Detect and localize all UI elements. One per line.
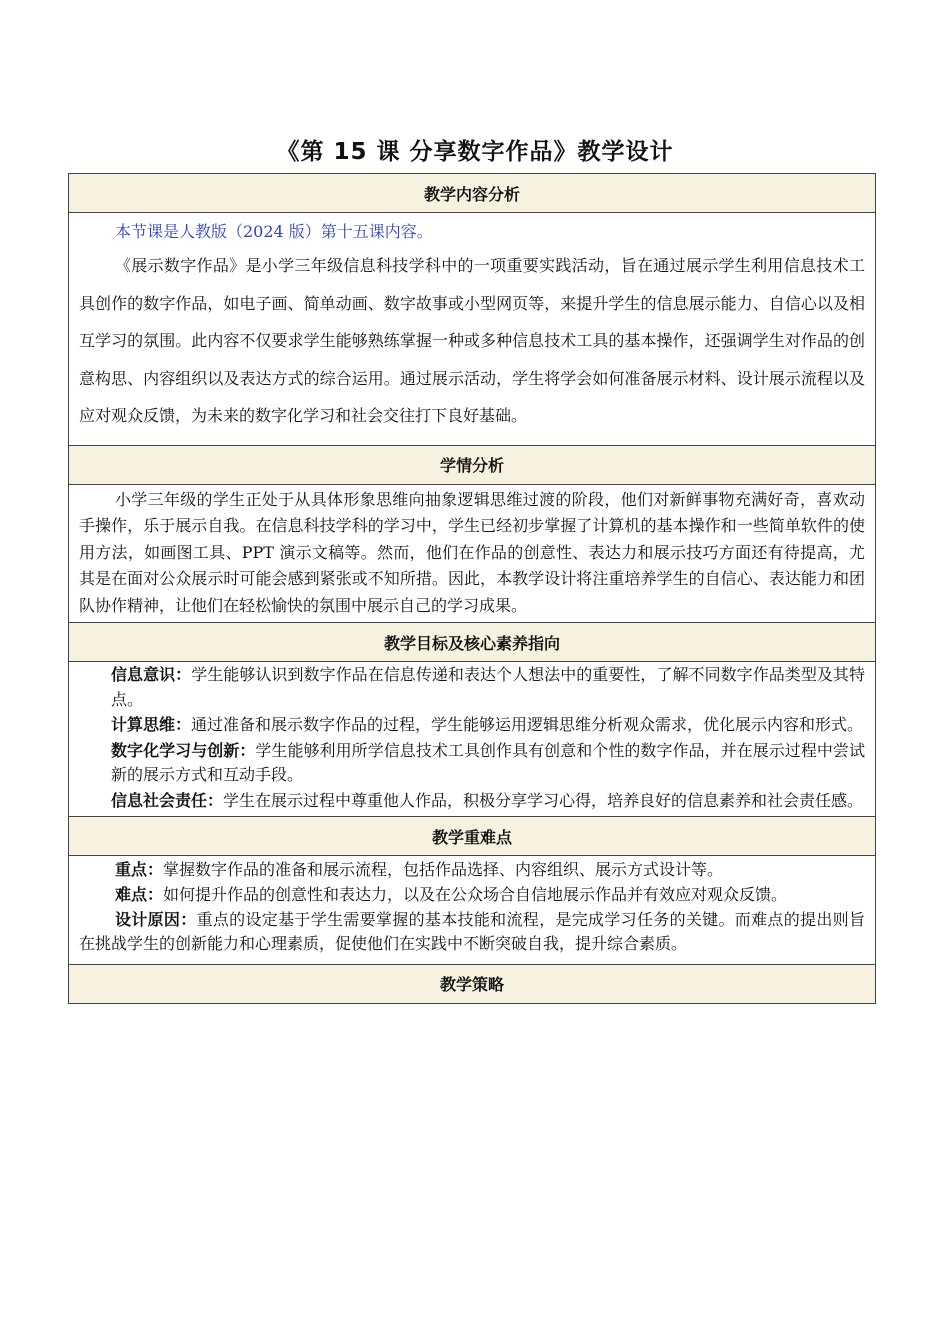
section-body-objectives <box>69 662 876 817</box>
key-point-label: 重点： <box>115 860 164 880</box>
key-point-item <box>79 908 865 957</box>
objective-item <box>111 663 865 712</box>
key-point-label: 难点： <box>115 885 164 905</box>
objective-item <box>111 713 865 738</box>
section-heading-key-points: 教学重难点 <box>69 817 876 856</box>
objective-item <box>111 739 865 788</box>
section-body-learner-analysis <box>69 484 876 623</box>
key-point-text: 如何提升作品的创意性和表达力，以及在公众场合自信地展示作品并有效应对观众反馈。 <box>163 885 788 905</box>
key-point-item <box>79 883 865 908</box>
section-heading-content-analysis: 教学内容分析 <box>69 174 876 213</box>
objective-text: 学生能够利用所学信息技术工具创作具有创意和个性的数字作品，并在展示过程中尝试新的展示方式和互动手段。 <box>111 740 865 785</box>
key-point-label: 设计原因： <box>115 909 197 929</box>
source-note: 本节课是人教版（2024 版）第十五课内容。 <box>115 222 433 241</box>
objective-text: 学生在展示过程中尊重他人作品，积极分享学习心得，培养良好的信息素养和社会责任感。 <box>223 790 864 810</box>
key-point-text: 掌握数字作品的准备和展示流程，包括作品选择、内容组织、展示方式设计等。 <box>163 860 724 880</box>
objective-item <box>111 789 865 814</box>
objective-label: 信息社会责任： <box>111 790 224 810</box>
section-body-key-points <box>69 856 876 964</box>
objective-label: 数字化学习与创新： <box>111 740 256 760</box>
learner-analysis-paragraph: 小学三年级的学生正处于从具体形象思维向抽象逻辑思维过渡的阶段，他们对新鲜事物充满好奇，喜欢动手操作，乐于展示自我。在信息科技学科的学习中，学生已经初步掌握了计算机的基本操作和一些简单软件的使用方法，如画图工具、PPT 演示文稿等。然而，他们在作品的创意性、表达力和展示技巧方面还有待提高，尤其是在面对公众展示时可能会感到紧张或不知所措。因此，本教学设计将注重培养学生的自信心、表达能力和团队协作精神，让他们在轻松愉快的氛围中展示自己的学习成果。 <box>79 489 865 615</box>
lesson-design-table <box>68 173 876 1004</box>
content-analysis-paragraph: 《展示数字作品》是小学三年级信息科技学科中的一项重要实践活动，旨在通过展示学生利用信息技术工具创作的数字作品，如电子画、简单动画、数字故事或小型网页等，来提升学生的信息展示能力、自信心以及相互学习的氛围。此内容不仅要求学生能够熟练掌握一种或多种信息技术工具的基本操作，还强调学生对作品的创意构思、内容组织以及表达方式的综合运用。通过展示活动，学生将学会如何准备展示材料、设计展示流程以及应对观众反馈，为未来的数字化学习和社会交往打下良好基础。 <box>79 256 865 425</box>
objective-label: 计算思维： <box>111 715 192 735</box>
section-body-content-analysis <box>69 213 876 446</box>
page-title: 《第 15 课 分享数字作品》教学设计 <box>276 139 674 165</box>
objective-text: 通过准备和展示数字作品的过程，学生能够运用逻辑思维分析观众需求，优化展示内容和形式。 <box>191 715 864 735</box>
section-heading-objectives: 教学目标及核心素养指向 <box>69 623 876 662</box>
objective-text: 学生能够认识到数字作品在信息传递和表达个人想法中的重要性，了解不同数字作品类型及其特点。 <box>111 665 865 709</box>
section-heading-learner-analysis: 学情分析 <box>69 445 876 484</box>
objective-label: 信息意识： <box>111 665 192 685</box>
section-heading-strategy: 教学策略 <box>69 964 876 1003</box>
key-point-item <box>79 858 865 883</box>
key-point-text: 重点的设定基于学生需要掌握的基本技能和流程，是完成学习任务的关键。而难点的提出则旨在挑战学生的创新能力和心理素质，促使他们在实践中不断突破自我，提升综合素质。 <box>79 909 865 954</box>
